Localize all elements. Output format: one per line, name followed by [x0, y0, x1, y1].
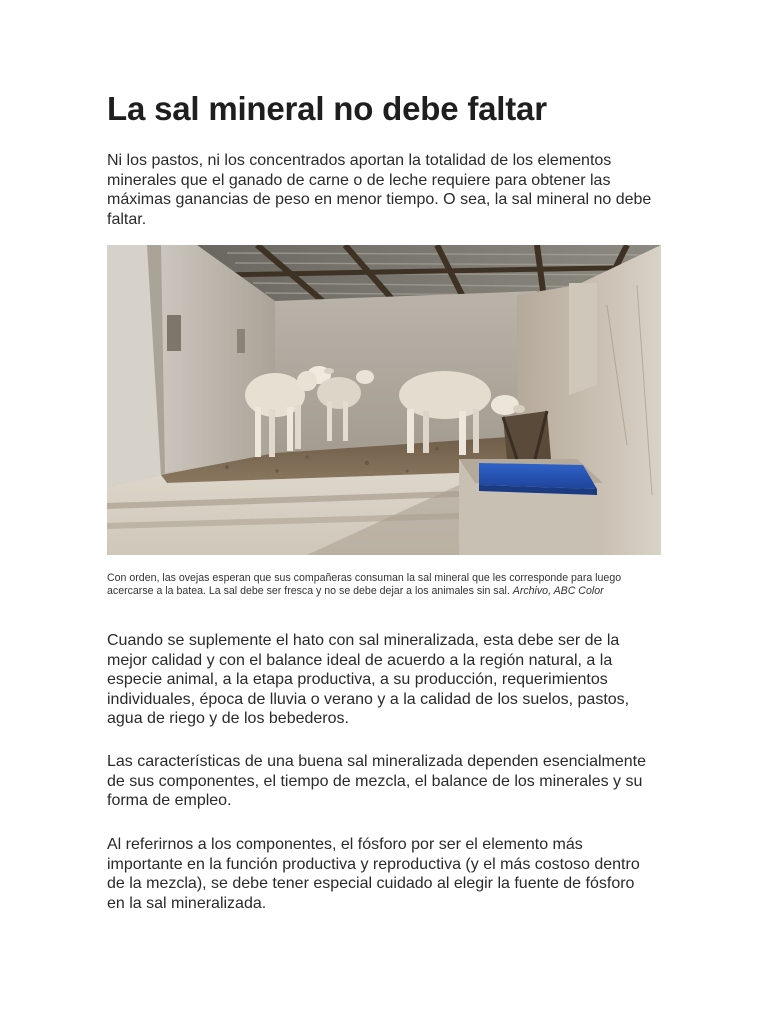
- article-title: La sal mineral no debe faltar: [107, 90, 547, 127]
- article-paragraph: Cuando se suplemente el hato con sal mineralizada, esta debe ser de la mejor calidad y con el balance ideal de acuerdo a la región natural, a la especie animal, a la etapa productiva, a su producción, requerimientos individuales, época de lluvia o verano y a la calidad de los suelos, pastos, agua de riego y de los bebederos.: [107, 632, 630, 728]
- article-paragraph: Al referirnos a los componentes, el fósforo por ser el elemento más importante en la función productiva y reproductiva (y el más costoso dentro de la mezcla), se debe tener especial cuidado al elegir la fuente de fósforo en la sal mineralizada.: [107, 836, 640, 912]
- caption-credit: Archivo, ABC Color: [512, 585, 604, 598]
- sheep-shed-photo: [107, 245, 661, 555]
- caption-text: Con orden, las ovejas esperan que sus compañeras consuman la sal mineral que les corresponde para luego acercarse a la batea. La sal debe ser fresca y no se debe dejar a los animales sin sal.: [107, 572, 622, 598]
- article-intro: Ni los pastos, ni los concentrados aportan la totalidad de los elementos minerales que el ganado de carne o de leche requiere para obtener las máximas ganancias de peso en menor tiempo. O sea, la sal mineral no debe faltar.: [107, 152, 652, 228]
- photo-caption: [107, 572, 663, 599]
- article-paragraph: Las características de una buena sal mineralizada dependen esencialmente de sus componentes, el tiempo de mezcla, el balance de los minerales y su forma de empleo.: [107, 753, 647, 810]
